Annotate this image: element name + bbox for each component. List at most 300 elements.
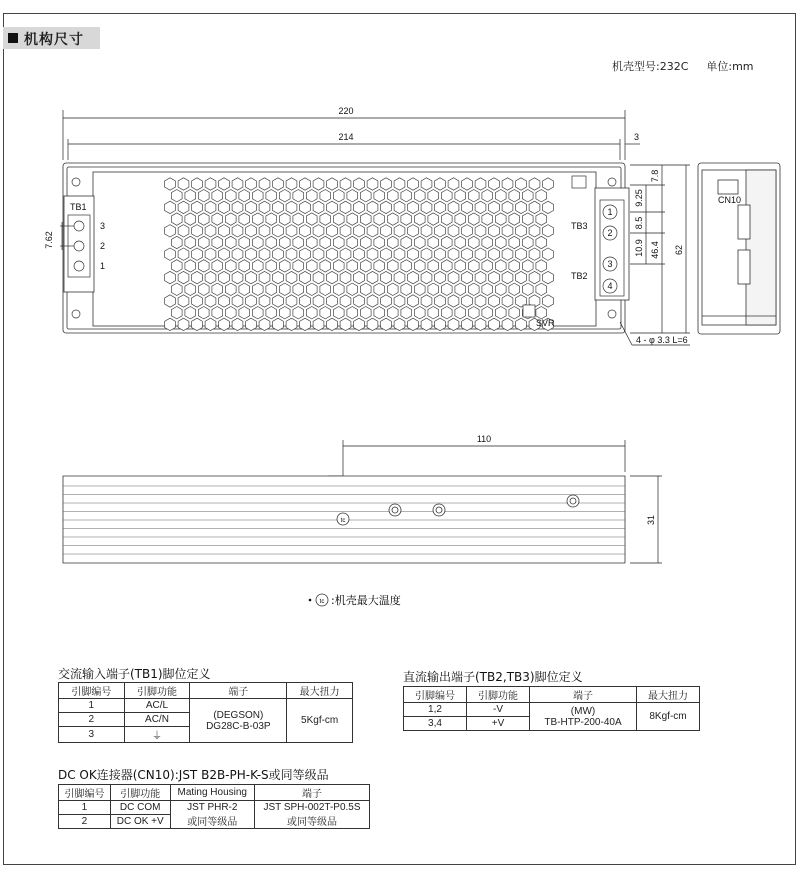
vent-hole [340, 178, 351, 190]
terminal-cell [255, 801, 370, 829]
vent-hole [495, 213, 506, 225]
vent-hole [462, 318, 473, 330]
vent-hole [340, 271, 351, 283]
vent-hole [543, 248, 554, 260]
vent-hole [509, 307, 520, 319]
vent-hole [246, 178, 257, 190]
vent-hole [522, 213, 533, 225]
vent-hole [374, 283, 385, 295]
vent-hole [300, 271, 311, 283]
vent-hole [495, 307, 506, 319]
vent-hole [239, 307, 250, 319]
vent-hole [192, 178, 203, 190]
vent-hole [475, 271, 486, 283]
vent-hole [387, 213, 398, 225]
vent-hole [360, 190, 371, 202]
vent-hole [387, 307, 398, 319]
table-header-row [59, 683, 353, 699]
vent-hole [543, 271, 554, 283]
vent-hole [374, 213, 385, 225]
vent-hole [320, 236, 331, 248]
header-pin-function: 引脚功能 [124, 683, 190, 699]
vent-hole [502, 225, 513, 237]
vent-hole [347, 190, 358, 202]
vent-hole [165, 201, 176, 213]
vent-hole [192, 201, 203, 213]
vent-hole [327, 295, 338, 307]
vent-hole [354, 318, 365, 330]
vent-hole [367, 248, 378, 260]
vent-hole [198, 190, 209, 202]
vent-hole [198, 260, 209, 272]
vent-hole [293, 283, 304, 295]
vent-hole [286, 201, 297, 213]
vent-hole [185, 213, 196, 225]
vent-hole [293, 213, 304, 225]
vent-hole [279, 283, 290, 295]
vent-hole [543, 295, 554, 307]
unit-label: 单位:mm [706, 60, 754, 73]
ground-icon: ⏚ [124, 727, 190, 743]
vent-hole [327, 225, 338, 237]
vent-hole [192, 248, 203, 260]
vent-hole [192, 225, 203, 237]
vent-hole [185, 260, 196, 272]
vent-hole [259, 225, 270, 237]
vent-hole [286, 318, 297, 330]
vent-hole [225, 260, 236, 272]
vent-hole [448, 225, 459, 237]
header-terminal: 端子 [190, 683, 287, 699]
vent-hole [448, 201, 459, 213]
vent-hole [333, 307, 344, 319]
vent-hole [340, 225, 351, 237]
tb23-table [403, 686, 700, 731]
vent-hole [246, 295, 257, 307]
vent-hole [408, 201, 419, 213]
vent-hole [178, 225, 189, 237]
vent-hole [354, 178, 365, 190]
header-pin-no: 引脚编号 [59, 785, 111, 801]
vent-hole [198, 307, 209, 319]
pin-no: 1 [59, 699, 125, 713]
pin-function: AC/L [124, 699, 190, 713]
vent-hole [495, 236, 506, 248]
vent-hole [205, 318, 216, 330]
vent-hole [300, 318, 311, 330]
vent-hole [286, 295, 297, 307]
vent-hole [252, 307, 263, 319]
vent-hole [266, 236, 277, 248]
vent-hole [347, 213, 358, 225]
table-row [59, 699, 353, 713]
vent-hole [468, 260, 479, 272]
vent-hole [252, 283, 263, 295]
vent-hole [320, 190, 331, 202]
vent-hole [185, 283, 196, 295]
vent-hole [178, 201, 189, 213]
vent-hole [225, 283, 236, 295]
vent-hole [394, 178, 405, 190]
header-pin-no: 引脚编号 [404, 687, 467, 703]
vent-hole [441, 260, 452, 272]
vent-hole [489, 248, 500, 260]
header-pin-function: 引脚功能 [467, 687, 530, 703]
vent-hole [354, 248, 365, 260]
vent-hole [259, 201, 270, 213]
vent-hole [455, 260, 466, 272]
vent-hole [232, 201, 243, 213]
vent-hole [300, 225, 311, 237]
vent-hole [509, 190, 520, 202]
table-row [404, 703, 700, 717]
vent-hole [529, 225, 540, 237]
vent-hole [360, 213, 371, 225]
vent-hole [219, 248, 230, 260]
vent-hole [239, 236, 250, 248]
vent-hole [279, 213, 290, 225]
vent-hole [495, 190, 506, 202]
vent-hole [516, 248, 527, 260]
pin-function: DC COM [110, 801, 170, 815]
dim-end-offset: 3 [634, 132, 640, 142]
vent-hole [502, 178, 513, 190]
vent-hole [414, 283, 425, 295]
vent-hole [387, 236, 398, 248]
vent-hole [165, 248, 176, 260]
section-title: 机构尺寸 [24, 32, 84, 48]
vent-hole [354, 201, 365, 213]
vent-hole [178, 271, 189, 283]
header-pin-function: 引脚功能 [110, 785, 170, 801]
vent-hole [171, 213, 182, 225]
vent-hole [266, 260, 277, 272]
vent-hole [266, 307, 277, 319]
pin-no: 1 [59, 801, 111, 815]
vent-hole [219, 318, 230, 330]
vent-hole [239, 260, 250, 272]
vent-hole [327, 271, 338, 283]
vent-hole [387, 283, 398, 295]
vent-hole [259, 318, 270, 330]
header-mating-housing: Mating Housing [170, 785, 254, 801]
vent-hole [273, 248, 284, 260]
vent-hole [374, 190, 385, 202]
vent-hole [259, 295, 270, 307]
vent-hole [502, 201, 513, 213]
vent-hole [522, 260, 533, 272]
vent-hole [279, 190, 290, 202]
vent-hole [333, 260, 344, 272]
vent-hole [219, 201, 230, 213]
vent-hole [536, 260, 547, 272]
vent-hole [306, 307, 317, 319]
terminal-text: (DEGSON) DG28C-B-03P [206, 709, 271, 732]
dim-tb2-gap: 10.9 [634, 239, 644, 257]
vent-hole [408, 271, 419, 283]
vent-hole [489, 271, 500, 283]
vent-hole [495, 283, 506, 295]
terminal-text: (MW) TB-HTP-200-40A [544, 705, 622, 728]
vent-hole [448, 271, 459, 283]
vent-hole [219, 271, 230, 283]
vent-hole [529, 201, 540, 213]
header-terminal: 端子 [530, 687, 637, 703]
vent-hole [421, 295, 432, 307]
vent-hole [475, 178, 486, 190]
vent-hole [313, 271, 324, 283]
vent-hole [381, 178, 392, 190]
vent-hole [509, 260, 520, 272]
vent-hole [354, 225, 365, 237]
vent-hole [232, 248, 243, 260]
vent-hole [489, 295, 500, 307]
pin-no: 2 [59, 815, 111, 829]
vent-hole [313, 178, 324, 190]
vent-hole [165, 318, 176, 330]
vent-hole [516, 178, 527, 190]
vent-hole [219, 225, 230, 237]
vent-hole [212, 260, 223, 272]
vent-hole [252, 190, 263, 202]
vent-hole [306, 236, 317, 248]
vent-hole [394, 225, 405, 237]
vent-hole [448, 295, 459, 307]
terminal-cell [190, 699, 287, 743]
vent-hole [273, 318, 284, 330]
dim-depth: 31 [646, 514, 656, 526]
vent-hole [414, 307, 425, 319]
vent-hole [502, 248, 513, 260]
vent-hole [293, 307, 304, 319]
vent-hole [313, 295, 324, 307]
header-terminal: 端子 [255, 785, 370, 801]
header-max-torque: 最大扭力 [637, 687, 700, 703]
out-pin-1: 1 [607, 207, 613, 217]
vent-hole [306, 283, 317, 295]
tb1-pin-1: 1 [100, 261, 106, 271]
vent-hole [529, 271, 540, 283]
vent-hole [205, 295, 216, 307]
vent-hole [185, 307, 196, 319]
vent-hole [435, 271, 446, 283]
vent-hole [286, 178, 297, 190]
vent-hole [333, 190, 344, 202]
vent-hole [246, 225, 257, 237]
vent-hole [347, 260, 358, 272]
vent-hole [394, 248, 405, 260]
vent-hole [327, 178, 338, 190]
vent-hole [293, 260, 304, 272]
vent-hole [225, 307, 236, 319]
vent-hole [421, 201, 432, 213]
vent-hole [394, 318, 405, 330]
vent-hole [516, 201, 527, 213]
vent-hole [401, 190, 412, 202]
vent-hole [414, 213, 425, 225]
vent-hole [286, 271, 297, 283]
vent-hole [448, 318, 459, 330]
vent-hole [462, 295, 473, 307]
vent-hole [205, 225, 216, 237]
housing-cell [170, 801, 254, 829]
vent-hole [374, 260, 385, 272]
vent-hole [421, 178, 432, 190]
tc-legend-symbol: tc [319, 599, 325, 605]
tb23-table-title: 直流输出端子(TB2,TB3)脚位定义 [403, 670, 583, 684]
vent-hole [320, 283, 331, 295]
vent-hole [225, 190, 236, 202]
vent-hole [232, 318, 243, 330]
vent-hole [266, 283, 277, 295]
vent-hole [273, 201, 284, 213]
vent-hole [408, 318, 419, 330]
vent-hole [502, 295, 513, 307]
vent-hole [279, 307, 290, 319]
tc-legend-text: :机壳最大温度 [331, 594, 401, 607]
vent-hole [367, 225, 378, 237]
vent-hole [252, 213, 263, 225]
vent-hole [455, 190, 466, 202]
vent-hole [435, 225, 446, 237]
tb3-label: TB3 [571, 221, 588, 231]
vent-hole [475, 295, 486, 307]
vent-hole [489, 225, 500, 237]
cn10-table-title: DC OK连接器(CN10):JST B2B-PH-K-S或同等级品 [58, 768, 329, 782]
vent-hole [394, 295, 405, 307]
vent-hole [178, 178, 189, 190]
vent-hole [252, 236, 263, 248]
vent-hole [360, 260, 371, 272]
vent-hole [482, 307, 493, 319]
vent-hole [381, 225, 392, 237]
cn10-table [58, 784, 370, 829]
vent-hole [482, 283, 493, 295]
vent-hole [502, 318, 513, 330]
vent-hole [435, 178, 446, 190]
vent-hole [381, 248, 392, 260]
vent-hole [232, 271, 243, 283]
vent-hole [509, 213, 520, 225]
vent-hole [475, 201, 486, 213]
pin-function: DC OK +V [110, 815, 170, 829]
vent-hole [327, 201, 338, 213]
pin-function: AC/N [124, 713, 190, 727]
vent-hole [171, 307, 182, 319]
vent-hole [516, 318, 527, 330]
dim-mounting-hole: 4 - φ 3.3 L=6 [636, 335, 688, 345]
vent-hole [360, 236, 371, 248]
vent-hole [475, 225, 486, 237]
pin-no: 1,2 [404, 703, 467, 717]
vent-hole [293, 236, 304, 248]
vent-hole [489, 318, 500, 330]
vent-hole [165, 225, 176, 237]
vent-hole [178, 295, 189, 307]
vent-hole [286, 225, 297, 237]
table-row [59, 801, 370, 815]
out-pin-3: 3 [607, 259, 613, 269]
vent-hole [219, 295, 230, 307]
tc-legend-dot [309, 599, 312, 602]
vent-hole [279, 260, 290, 272]
vent-hole [259, 271, 270, 283]
vent-hole [468, 236, 479, 248]
vent-hole [408, 295, 419, 307]
vent-hole [428, 283, 439, 295]
dim-side-top: 7.8 [650, 169, 660, 183]
header-pin-no: 引脚编号 [59, 683, 125, 699]
vent-hole [482, 190, 493, 202]
vent-hole [205, 271, 216, 283]
tb2-label: TB2 [571, 271, 588, 281]
vent-hole [387, 260, 398, 272]
vent-hole [468, 190, 479, 202]
vent-hole [381, 318, 392, 330]
vent-hole [239, 213, 250, 225]
vent-hole [333, 213, 344, 225]
vent-hole [340, 295, 351, 307]
pin-function: -V [467, 703, 530, 717]
vent-hole [165, 271, 176, 283]
vent-hole [468, 307, 479, 319]
vent-hole [225, 236, 236, 248]
vent-hole [509, 236, 520, 248]
vent-hole [232, 295, 243, 307]
vent-hole [421, 225, 432, 237]
vent-hole [441, 190, 452, 202]
vent-hole [320, 260, 331, 272]
vent-hole [205, 201, 216, 213]
vent-hole [360, 283, 371, 295]
out-pin-2: 2 [607, 228, 613, 238]
vent-hole [475, 248, 486, 260]
vent-hole [536, 236, 547, 248]
vent-hole [192, 271, 203, 283]
vent-hole [462, 201, 473, 213]
vent-hole [273, 178, 284, 190]
cn10-label: CN10 [718, 195, 742, 205]
vent-hole [320, 307, 331, 319]
vent-hole [428, 307, 439, 319]
vent-hole [543, 178, 554, 190]
vent-hole [246, 201, 257, 213]
vent-hole [306, 190, 317, 202]
case-number: 机壳型号:232C [612, 60, 689, 73]
svr-label: SVR [536, 318, 555, 328]
torque-cell: 8Kgf-cm [637, 703, 700, 731]
vent-hole [448, 178, 459, 190]
vent-hole [401, 213, 412, 225]
vent-hole [441, 283, 452, 295]
vent-hole [313, 248, 324, 260]
vent-hole [212, 190, 223, 202]
vent-hole [475, 318, 486, 330]
pin-no: 3,4 [404, 717, 467, 731]
vent-hole [462, 248, 473, 260]
vent-hole [171, 190, 182, 202]
vent-hole [306, 260, 317, 272]
vent-hole [495, 260, 506, 272]
vent-hole [435, 295, 446, 307]
vent-hole [367, 271, 378, 283]
vent-hole [394, 271, 405, 283]
vent-hole [367, 178, 378, 190]
vent-hole [212, 236, 223, 248]
vent-hole [178, 248, 189, 260]
vent-hole [354, 271, 365, 283]
vent-hole [327, 248, 338, 260]
